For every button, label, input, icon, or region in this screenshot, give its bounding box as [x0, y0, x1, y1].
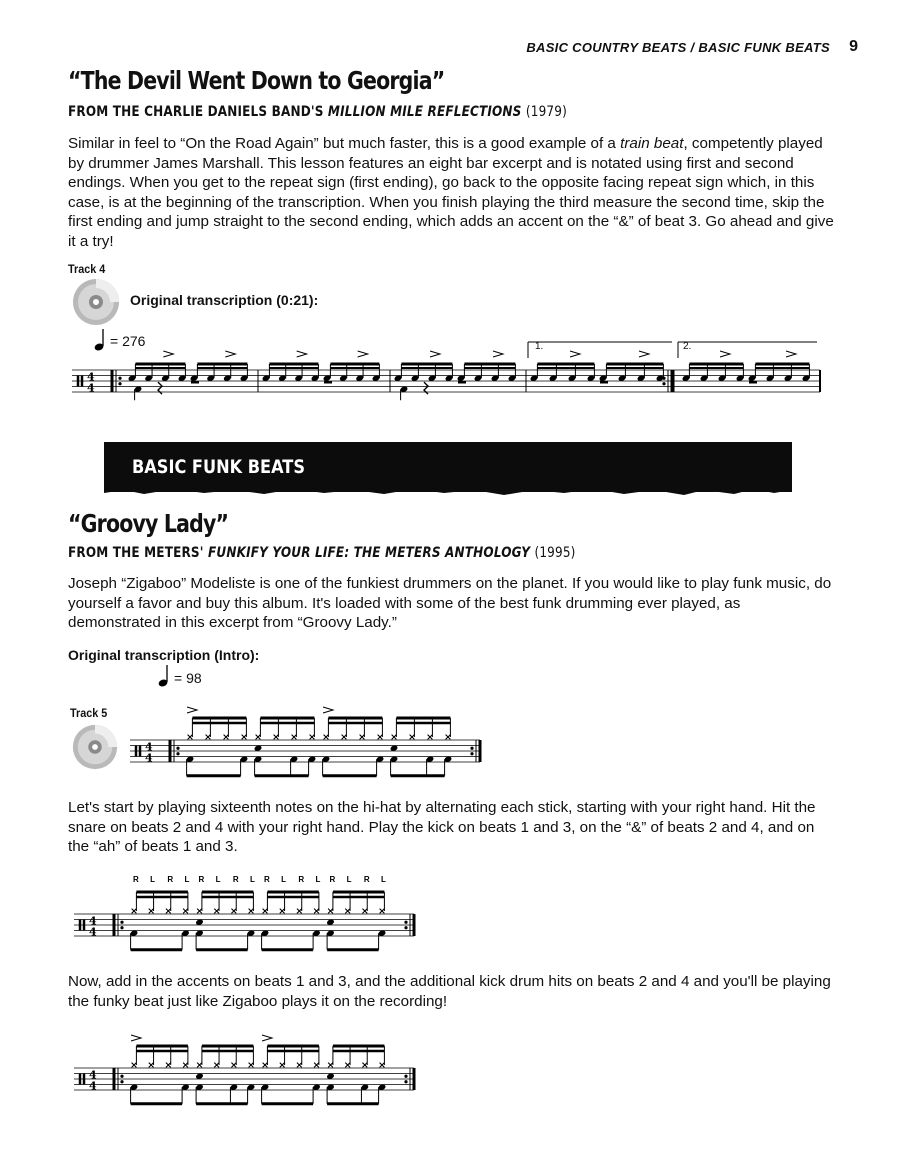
accent-mark: [163, 351, 173, 357]
song2-subtitle: [68, 545, 576, 561]
notation-staff-3: [74, 862, 434, 962]
accent-mark: [493, 351, 503, 357]
repeat-dot: [118, 382, 121, 385]
song1-album: MILLION MILE REFLECTIONS: [327, 104, 522, 120]
repeat-dot: [470, 747, 473, 750]
accent-mark: [297, 351, 307, 357]
paragraph-3: Let's start by playing sixteenth notes on the hi-hat by alternating each stick, starting with your right hand. Hit the snare on beats 2 and 4 with your right hand. Play the kick on beats 1 and 3, on the “&” of beats 2 and 4, and on the “ah” of beats 1 and 3.: [68, 799, 816, 855]
time-signature: 4: [145, 751, 153, 765]
repeat-dot: [176, 752, 179, 755]
half-rest: [191, 381, 199, 384]
half-rest: [324, 381, 332, 384]
time-signature: 4: [89, 914, 97, 928]
song2-tempo: = 98: [174, 670, 202, 686]
song1-transcription-label: Original transcription (0:21):: [130, 292, 319, 308]
song1-subtitle: [68, 104, 567, 120]
sticking-label: R: [264, 875, 270, 884]
accent-mark: [262, 1035, 272, 1041]
paragraph-4: Now, add in the accents on beats 1 and 3, and the additional kick drum hits on beats 2 and 4 and you'll be playing the funky beat just like Zigaboo plays it on the recording!: [68, 973, 831, 1010]
quarter-note-icon: [158, 664, 174, 688]
accent-mark: [720, 351, 730, 357]
sticking-label: R: [133, 875, 139, 884]
song1-year: (1979): [525, 104, 567, 120]
song1-tempo: = 276: [110, 333, 146, 349]
notation-staff-4: [74, 1016, 434, 1116]
sticking-label: L: [381, 875, 386, 884]
song1-title: “The Devil Went Down to Georgia”: [68, 66, 445, 95]
desc-part-3: , competently played by drummer James Marshall. This lesson features an eight bar excerpt and is notated using first and second endings. When you get to the repeat sign (first ending), go back to the opposite facing repeat sign which, in this case, is at the beginning of the transcription. When you finish playing the third measure the second time, skip the first ending and jump straight to the second ending, which adds an accent on the “&” of beat 3. Go ahead and give it a try!: [68, 135, 834, 250]
accent-mark: [639, 351, 649, 357]
track-5-label: Track 5: [70, 706, 108, 720]
accent-mark: [323, 707, 333, 713]
song2-title: “Groovy Lady”: [68, 509, 229, 538]
sticking-label: L: [346, 875, 352, 884]
sticking-label: L: [215, 875, 221, 884]
accent-mark: [225, 351, 235, 357]
notation-staff-1: [72, 340, 822, 420]
cd-icon[interactable]: [70, 722, 120, 772]
song2-description: Joseph “Zigaboo” Modeliste is one of the funkiest drummers on the planet. If you would like to play funk music, do yourself a favor and buy this album. It's loaded with some of the best funk drumming ever played, as demonstrated in this excerpt from “Groovy Lady.”: [68, 575, 832, 631]
song2-year: (1995): [534, 545, 576, 561]
desc-part-1: Similar in feel to “On the Road Again” but much faster, this is a good example of a: [68, 135, 621, 152]
repeat-dot: [120, 1075, 123, 1078]
sticking-label: L: [150, 875, 156, 884]
accent-mark: [187, 707, 197, 713]
sticking-label: R: [232, 875, 239, 884]
sticking-label: R: [167, 875, 174, 884]
repeat-dot: [118, 377, 121, 380]
repeat-dot: [662, 377, 665, 380]
desc-part-2: train beat: [620, 135, 684, 152]
repeat-dot: [120, 921, 123, 924]
accent-mark: [786, 351, 796, 357]
notation-staff-2: [130, 690, 490, 790]
time-signature: 4: [89, 925, 97, 939]
sticking-label: R: [198, 875, 205, 884]
sticking-label: L: [281, 875, 287, 884]
sticking-label: R: [329, 875, 336, 884]
time-signature: 4: [145, 740, 153, 754]
time-signature: 4: [87, 381, 95, 395]
accent-mark: [131, 1035, 141, 1041]
time-signature: 4: [89, 1079, 97, 1093]
accent-mark: [430, 351, 440, 357]
sticking-label: R: [298, 875, 305, 884]
song2-transcription-label: Original transcription (Intro):: [68, 647, 260, 663]
accent-mark: [358, 351, 368, 357]
sticking-label: L: [184, 875, 190, 884]
repeat-dot: [404, 926, 407, 929]
song2-album: FUNKIFY YOUR LIFE: THE METERS ANTHOLOGY: [208, 545, 531, 561]
repeat-dot: [120, 926, 123, 929]
song1-from: FROM THE CHARLIE DANIELS BAND'S: [68, 104, 324, 120]
cd-icon[interactable]: [70, 276, 122, 328]
sticking-label: L: [250, 875, 255, 884]
repeat-dot: [404, 1080, 407, 1083]
first-ending-label: 1.: [535, 341, 544, 352]
section-banner-title: BASIC FUNK BEATS: [132, 456, 305, 478]
half-rest: [749, 381, 757, 384]
running-header: BASIC COUNTRY BEATS / BASIC FUNK BEATS: [526, 40, 830, 55]
repeat-dot: [662, 382, 665, 385]
repeat-dot: [404, 1075, 407, 1078]
repeat-dot: [176, 747, 179, 750]
repeat-dot: [404, 921, 407, 924]
second-ending-label: 2.: [683, 341, 692, 352]
track-4-label: Track 4: [68, 262, 106, 276]
time-signature: 4: [89, 1068, 97, 1082]
half-rest: [458, 381, 466, 384]
sticking-label: L: [315, 875, 321, 884]
repeat-dot: [120, 1080, 123, 1083]
song1-description: [68, 134, 836, 251]
accent-mark: [570, 351, 580, 357]
half-rest: [600, 381, 608, 384]
sticking-label: R: [363, 875, 370, 884]
repeat-dot: [470, 752, 473, 755]
banner-torn-edge: [104, 484, 792, 498]
time-signature: 4: [87, 370, 95, 384]
page-number: 9: [849, 38, 858, 55]
song2-from: FROM THE METERS': [68, 545, 204, 561]
